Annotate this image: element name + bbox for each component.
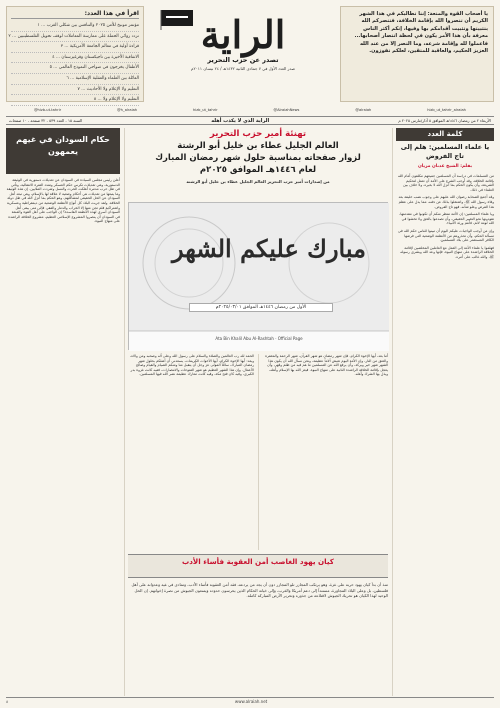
contents-item[interactable]: مؤتمر مونيخ للأمن ٢٠٢٥ والتنافس بين شكلي الغرب ... ١ [11, 21, 139, 32]
column-divider-left [124, 128, 125, 696]
issue-line: صدر العدد الأول في ٧ جمادى الثانية ١٤٣٢هـ / ٢٤ نيسان ٢٠١١م [191, 66, 295, 71]
bottom-headline-box [128, 554, 388, 578]
flag-emblem [157, 8, 197, 30]
editorial-body [396, 174, 494, 694]
editorial-paragraph: وقد أجمع الصحابة رضوان الله عليهم على وجوب نصب خليفة بعد وفاة رسول الله ﷺ، واشتغلوا بذلك عن دفنه، مما يدل على عظم هذا الفرض وعلو شأنه، فهو تاج الفروض. [398, 195, 494, 209]
headline-line-3: لزوار صفحاته بمناسبة حلول شهر رمضان المبارك [155, 153, 361, 163]
editorial-author: بقلم: الشيخ عدنان مزيان [417, 164, 473, 169]
contents-item[interactable]: الأطفال يخرجون في ضواحي النموذج العالمي ... ٥ [11, 63, 139, 74]
social-handle-1[interactable]: @hizb-ut-tahrir [33, 108, 62, 112]
editorial-paragraph: ويا علماء المسلمين: إن الأمة تنتظر منكم أن تكونوا في مقدمتها، تقودونها نحو التغيير الحقيقي، وأن تصدعوا بالحق ولا تخشوا في الله لومة لائم، فأنتم ورثة الأنبياء. [399, 212, 494, 226]
editorial-paragraph: فهلموا يا علماء الأمة إلى العمل مع العاملين المخلصين لإقامة الخلافة الراشدة على منهاج النبوة، فإنها وعد الله وبشرى رسوله ﷺ، والله غالب على أمره. [400, 245, 494, 259]
headline-line-1: تهنئة أمير حزب التحرير [209, 129, 307, 139]
slogan: الراية الذي لا يكذب أهله [211, 117, 270, 124]
ornament-pattern [129, 203, 389, 351]
social-handle-6[interactable]: hizb_ut_tahrir_alraiah [427, 108, 466, 112]
publisher-line: تصدر عن حزب التحرير [207, 56, 279, 64]
page-number: ٨ [6, 699, 9, 704]
right-quote-box [340, 6, 494, 102]
contents-item[interactable]: تردد روائي الحملة على ممارسة المعاملات لوقف تحويل الفلسطينيين ... ٢ [11, 32, 139, 43]
center-headline-block [128, 128, 388, 200]
social-handle-2[interactable]: @h_alraiah [117, 108, 138, 112]
eid-image [128, 202, 388, 350]
contents-item[interactable]: العائلة بين العلماء والعقلية الإسلامية ... ٦ [11, 74, 139, 85]
editorial-paragraph: وإن من أوجب الواجبات عليكم اليوم أن تبينوا للناس حكم الله في مسألة الحكم، وأن تحذروهم من الأنظمة الوضعية التي فرضها الكافر المستعمر على بلاد المسلمين. [398, 228, 494, 243]
quote-text: يا أصحاب القوة والمنعة: إننا نطالبكم في هذا الشهر الكريم أن تنصروا الله بإقامة الخلافة، فتنصركم الله بتثبيتها وتثبيت أقدامكم بها وفيها، إنكم أكثر الناس معرفة بأن هذا الأمر يكون في لحظة انتصار أصحابها... فاعملوا لله وإقامة شرعه، وما النصر إلا من عند الله العزيز الحكيم، والعاقبة للمتقين، لعلكم تفوزون. [354, 11, 488, 55]
masthead-block [152, 6, 334, 102]
page-footer [6, 697, 494, 705]
image-footer: Ata Bin Khalil Abu Al-Rashtah · Official Page [215, 336, 303, 341]
contents-item[interactable]: قراءة أولية في معالم الجامعة الأمريكية ... ٣ [11, 42, 139, 53]
image-calligraphy: مبارك عليكم الشهر [172, 234, 366, 263]
column-divider-right [392, 128, 393, 696]
sudan-headline: حكام السودان في غيهم يعمهون [16, 135, 110, 156]
social-handle-3[interactable]: hizb_ut_tahrir [193, 108, 218, 112]
subheadline: من إصدارات أمير حزب التحرير العالم الجليل عطاء بن خليل أبو الرشتة [186, 179, 330, 184]
left-contents-box [6, 6, 144, 102]
social-handle-4[interactable]: @AlraiahNews [273, 108, 300, 112]
headline-line-4: لعام ١٤٤٦هـ الموافق ٢٠٢٥م [199, 165, 317, 175]
masthead-title: الراية [200, 12, 286, 57]
site-link[interactable]: www.alraiah.net [234, 699, 268, 704]
center-col-left: الحمد لله رب العالمين والصلاة والسلام على رسول الله وعلى آله وصحبه ومن والاه، وبعد: أيها الإخوة الكرام، أيها الأخوات الكريمات، يسعدني أن أهنئكم بحلول شهر رمضان المبارك، سائلاً المولى عز وجل أن يتقبل منا ومنكم الصيام والقيام وصالح الأعمال. وإن هذا الشهر العظيم هو شهر الفتوحات والانتصارات، ففيه كانت غزوة بدر الكبرى، وفيه كان فتح مكة، وفيه كانت معارك عظيمة نصر الله فيها المسلمين. [129, 354, 254, 377]
contents-item[interactable]: التعليم ولا الإعلام ولا ... ٨ [11, 95, 139, 106]
sudan-article-body: أعلن رئيس مجلس السيادة في السودان عن تعديلات دستورية في الوثيقة الدستورية، وهي تعديلات تكرس حكم العسكر وتمدد الفترة الانتقالية، وتأتي في ظل حرب مدمرة أهلكت الحرث والنسل وشردت الملايين. إن هذه الوثيقة وما يتبعها من تعديلات هي أحكام وضعية لا علاقة لها بالإسلام، وهي تبعد أهل السودان عن الحل الحقيقي لمشاكلهم، وهو الحكم بما أنزل الله في ظل دولة الخلافة. ولقد جربت البلاد كل أنواع الأنظمة الوضعية من ديمقراطية وعسكرية واشتراكية فلم تجن منها إلا الخراب والدمار والفقر، فإلى متى يبقى أهل السودان أسرى لهذه الأنظمة الفاسدة؟ إن الواجب على أهل القوة والمنعة في السودان أن ينصروا المشروع الإسلامي العظيم، مشروع الخلافة الراشدة على منهاج النبوة. [6, 178, 120, 224]
image-caption: الأول من رمضان ١٤٤٦هـ الموافق ٢٠٢٥/٠٣/٠١م [189, 303, 333, 312]
editorial-headline: يا علماء المسلمين: هلم إلى تاج الفروض [400, 143, 490, 160]
issue-number: السنة ١٥ - العدد ٥٣٩ - ٣٢ صفحة - ١٠ صفحات [9, 118, 83, 123]
bottom-headline: كيان يهود الغاصب أمن العقوبة فأساء الأدب [182, 557, 334, 566]
center-divider [258, 354, 259, 550]
editorial-paragraph: من المسلمات في دراسة أن المسلمين جميعهم مكلفون أمام الله بإقامة الخلافة، وقد أوجب الشرع على الأمة أن تعمل لتحكيم الشريعة، وأن يكون الحكم بما أنزل الله لا بغيره، ولا خلاف بين العلماء في ذلك. [397, 174, 494, 192]
contents-item[interactable]: التعليم ولا الإعلام ولا الأحاديث ... ٧ [11, 85, 139, 96]
contents-title: اقرأ في هذا العدد: [11, 10, 139, 19]
contents-list [8, 21, 139, 106]
section-label: كلمة العدد [396, 128, 494, 141]
center-col-right: أما بعد، أيها الإخوة الكرام، فإن شهر رمضان هو شهر القرآن، شهر الرحمة والمغفرة والعتق من النار، وإن الأمة اليوم تعيش آلاماً عظيمة، ونحن نسأل الله أن يكون هذا الشهر شهر خير وبركة، وأن يرفع الله عن المسلمين ما هم فيه من ظلم وقهر، وأن يعجل بإقامة الخلافة الراشدة الثانية على منهاج النبوة، فيعز الله بها الإسلام وأهله، ويذل بها الشرك وأهله. [265, 354, 388, 377]
bottom-article-body: منذ أن بدأ كيان يهود حربه على غزة، وهو يرتكب المجازر تلو المجازر دون أن يجد من يردعه، فقد أمن العقوبة فأساء الأدب، وتمادى في غيه وعدوانه على أهل فلسطين، بل وعلى البلاد المجاورة، مستنداً إلى دعم أمريكا والغرب، وإلى خيانة الحكام الذين يحرسون حدوده ويمنعون الجيوش من نصرة إخوانهم. إن الحل الوحيد لهذا الكيان هو تحريك الجيوش لاقتلاعه من جذوره وتحرير الأرض المباركة كاملة. [131, 582, 388, 599]
headline-line-2: العالم الجليل عطاء بن خليل أبو الرشتة [177, 141, 339, 151]
social-handle-5[interactable]: @alraiah [355, 108, 372, 112]
issue-date: الأربعاء ٢ من رمضان ١٤٤٦هـ الموافق ٥ آذار/مارس ٢٠٢٥ م [398, 118, 491, 123]
info-bar [6, 116, 494, 125]
contents-item[interactable]: الاتفاقية الأخيرة بين تاجيكستان وقرغيزستان ... ٤ [11, 53, 139, 64]
social-bar [6, 106, 494, 114]
sudan-headline-box [6, 128, 120, 174]
